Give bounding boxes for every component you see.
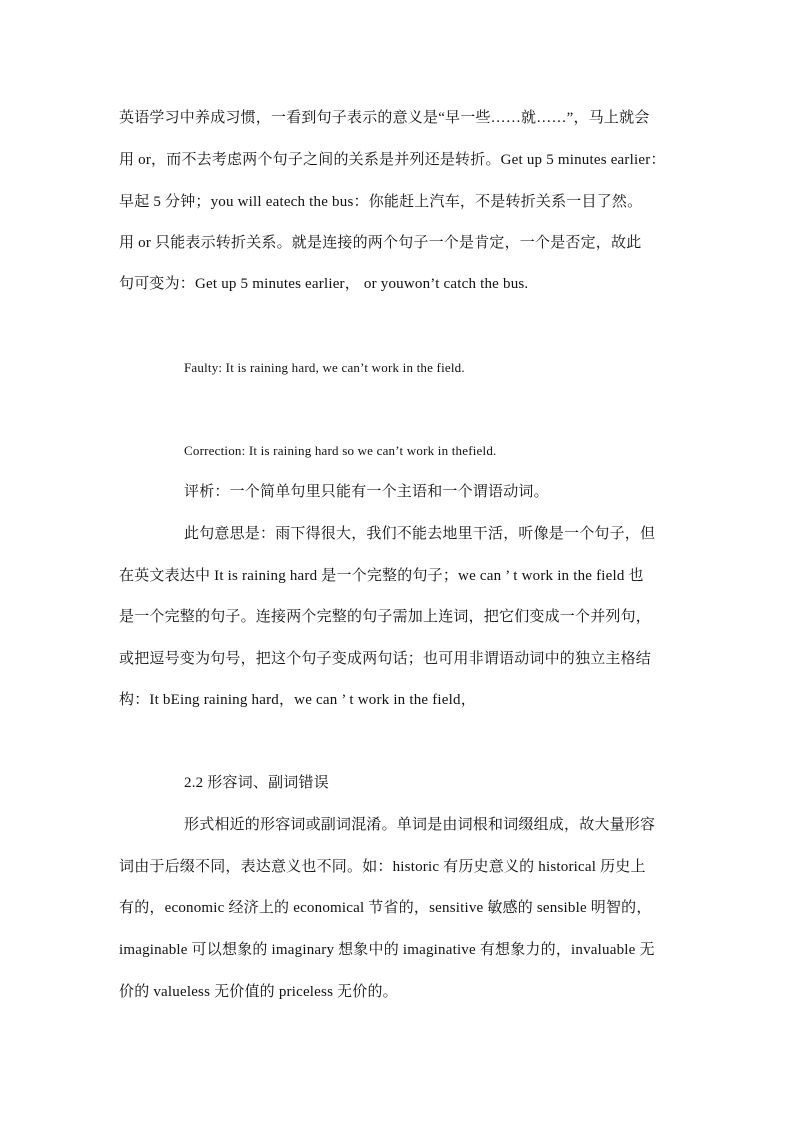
section-heading: 2.2 形容词、副词错误 — [184, 775, 329, 791]
paragraph-3-line-5: 价的 valueless 无价值的 priceless 无价的。 — [119, 984, 398, 1000]
paragraph-1-line-4: 用 or 只能表示转折关系。就是连接的两个句子一个是肯定，一个是否定，故此 — [119, 235, 642, 251]
paragraph-1-line-1: 英语学习中养成习惯，一看到句子表示的意义是“早一些……就……”，马上就会 — [119, 110, 650, 126]
paragraph-1-line-3: 早起 5 分钟；you will eatech the bus：你能赶上汽车，不是转折关系一目了然。 — [119, 194, 643, 210]
paragraph-1-line-5: 句可变为：Get up 5 minutes earlier， or youwon’t catch the bus. — [119, 276, 529, 292]
correction-example: Correction: It is raining hard so we can’t work in thefield. — [184, 443, 497, 458]
paragraph-3-line-3: 有的，economic 经济上的 economical 节省的，sensitive 敏感的 sensible 明智的， — [119, 900, 652, 916]
paragraph-2-line-2: 在英文表达中 It is raining hard 是一个完整的句子；we can ’ t work in the field 也 — [119, 568, 644, 584]
paragraph-2-line-1: 此句意思是：雨下得很大，我们不能去地里干活，听像是一个句子，但 — [184, 526, 656, 542]
paragraph-3-line-2: 词由于后缀不同，表达意义也不同。如：historic 有历史意义的 historical 历史上 — [119, 859, 646, 875]
paragraph-1-line-2: 用 or，而不去考虑两个句子之间的关系是并列还是转折。Get up 5 minutes earlier： — [119, 152, 666, 168]
paragraph-3-line-4: imaginable 可以想象的 imaginary 想象中的 imaginative 有想象力的，invaluable 无 — [119, 942, 655, 958]
paragraph-2-line-3: 是一个完整的句子。连接两个完整的句子需加上连词，把它们变成一个并列句， — [119, 609, 652, 625]
comment-line: 评析：一个简单句里只能有一个主语和一个谓语动词。 — [184, 484, 549, 500]
paragraph-3-line-1: 形式相近的形容词或副词混淆。单词是由词根和词缀组成，故大量形容 — [184, 817, 656, 833]
faulty-example: Faulty: It is raining hard, we can’t work in the field. — [184, 360, 465, 375]
paragraph-2-line-4: 或把逗号变为句号，把这个句子变成两句话；也可用非谓语动词中的独立主格结 — [119, 651, 652, 667]
paragraph-2-line-5: 构：It bEing raining hard，we can ’ t work in the field， — [119, 692, 476, 708]
